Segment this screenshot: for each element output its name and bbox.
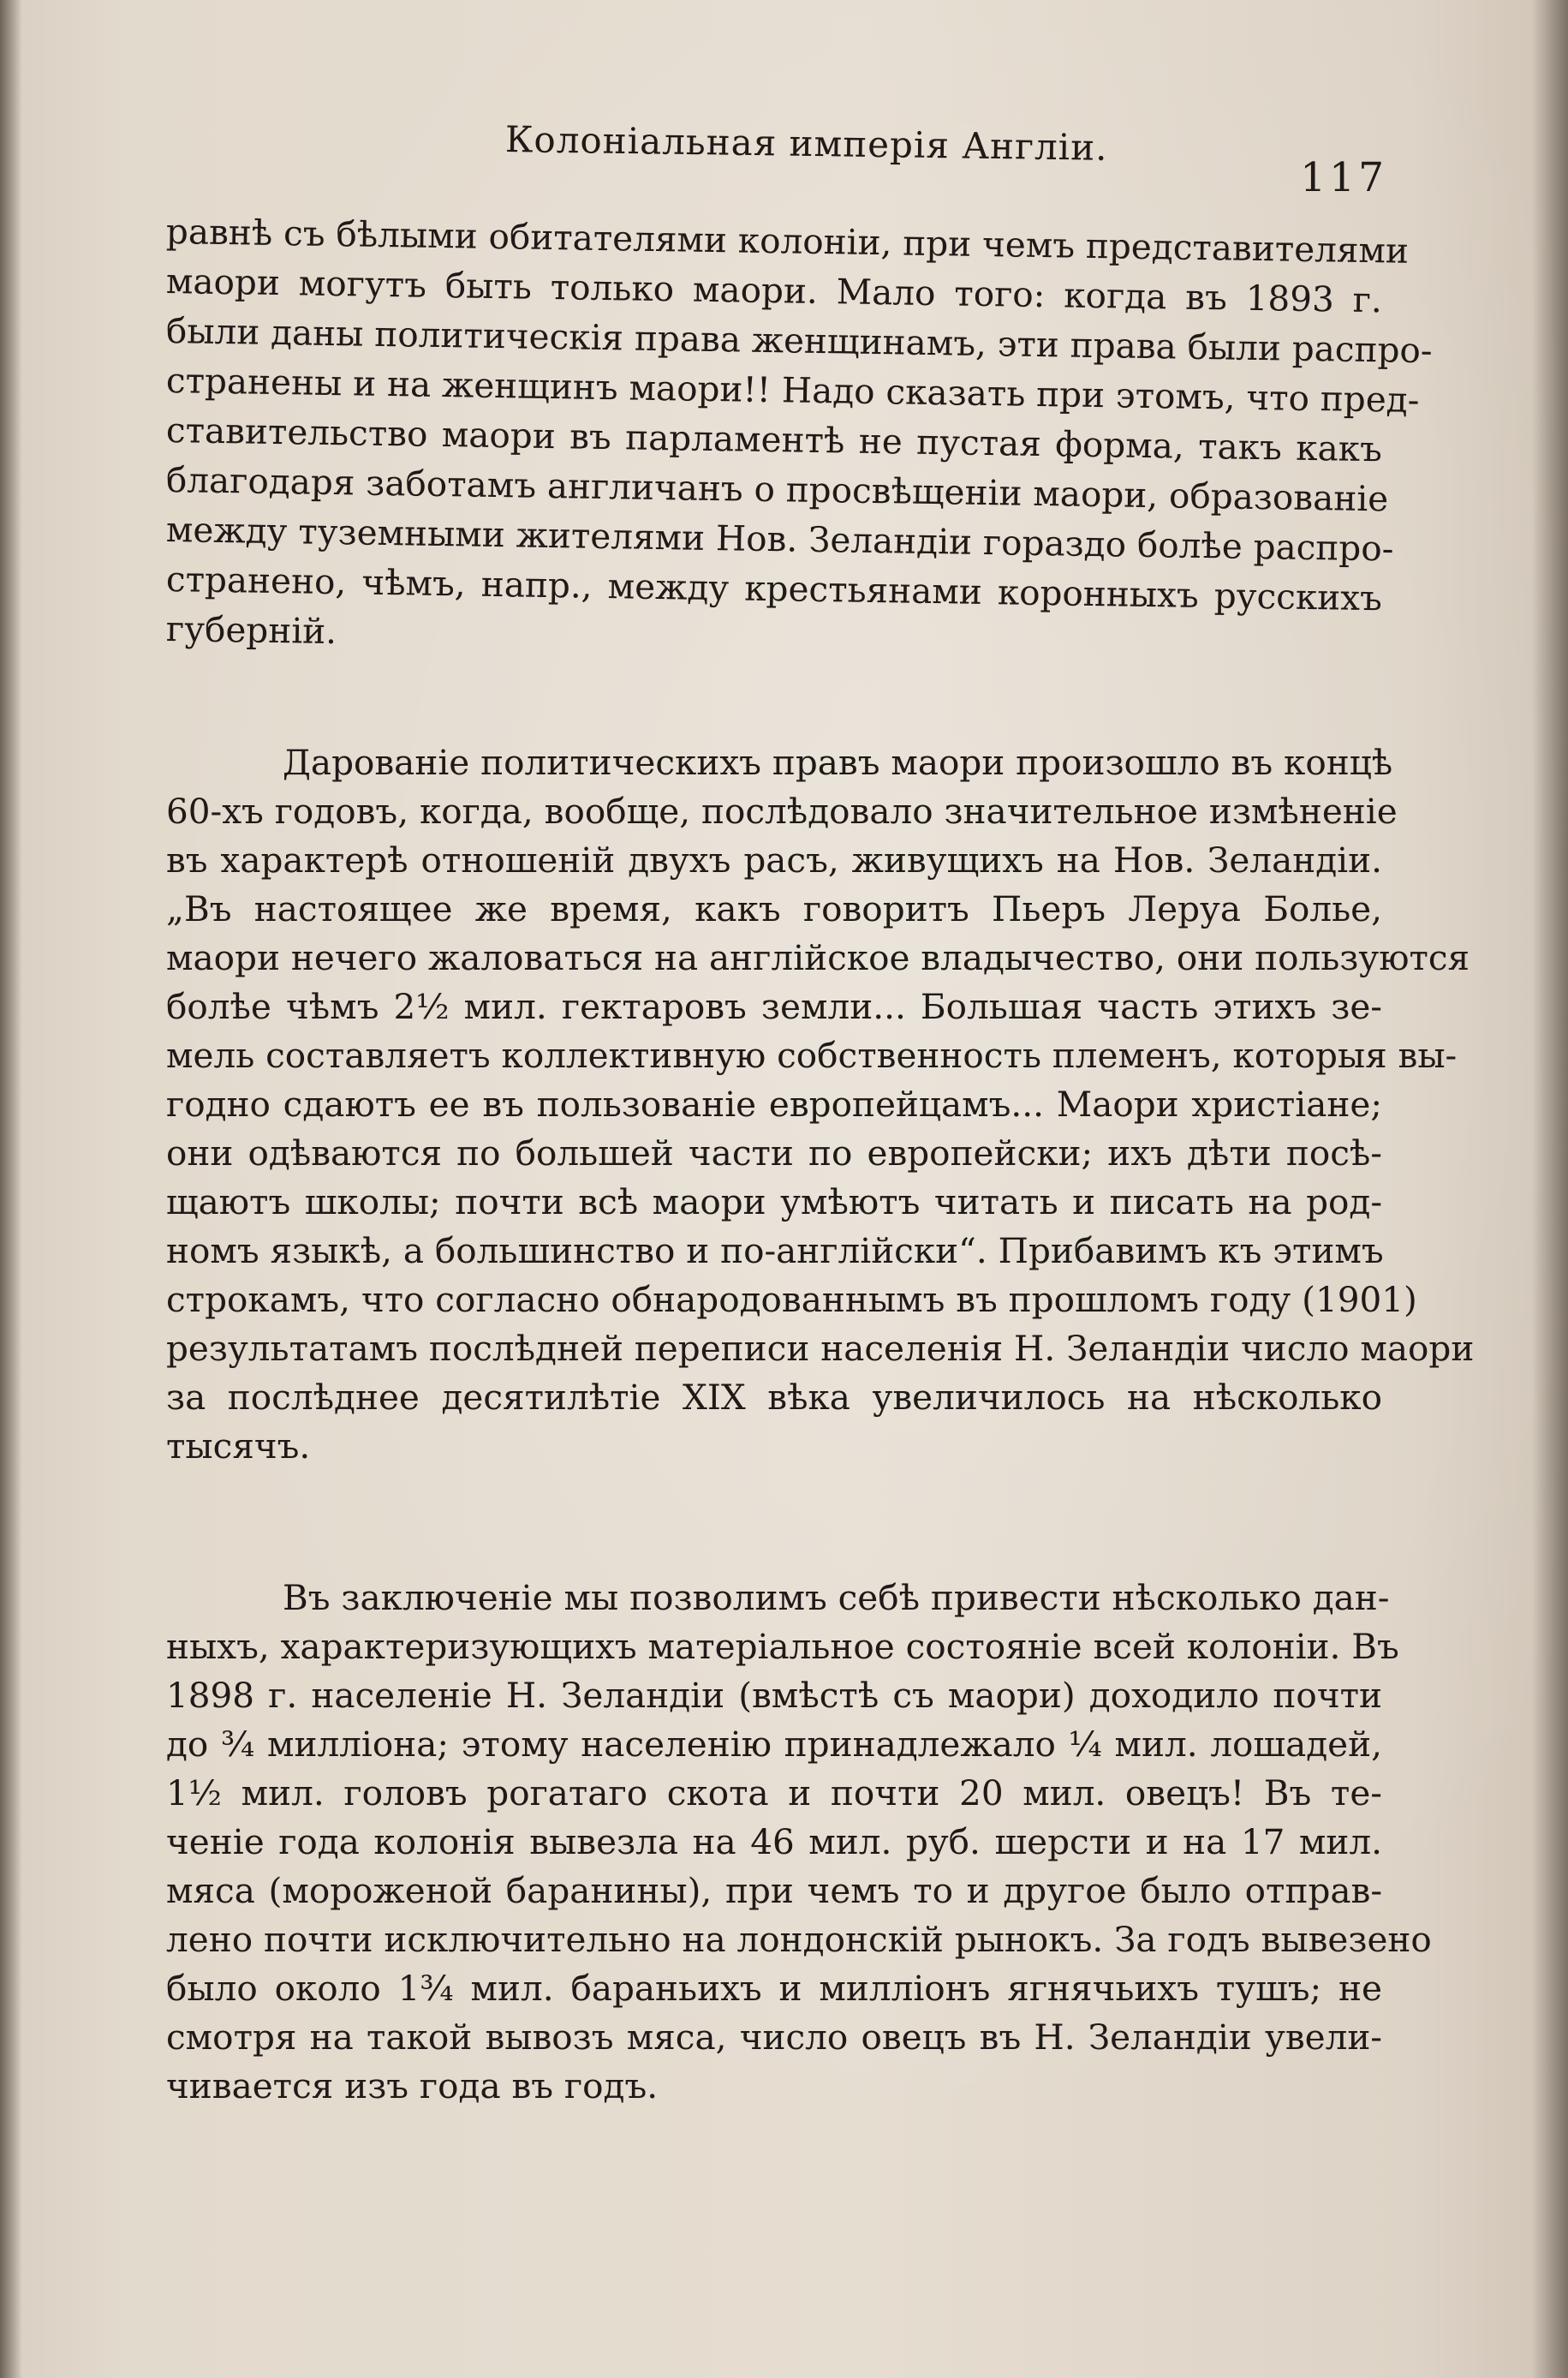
text-line: ставительство маори въ парламентѣ не пустая форма, такъ какъ [165,409,1383,470]
text-line: маори могутъ быть только маори. Мало того: когда въ 1893 г. [165,260,1383,321]
text-line: номъ языкѣ, а большинство и по-англійски“. Прибавимъ къ этимъ [166,1230,1384,1271]
text-line: странено, чѣмъ, напр., между крестьянами коронныхъ русскихъ [165,559,1383,619]
page-text [165,206,1475,2261]
text-line: 1½ мил. головъ рогатаго скота и почти 20 мил. овецъ! Въ те- [166,1772,1382,1813]
text-line: между туземными жителями Нов. Зеландіи гораздо болѣе распро- [165,509,1394,570]
text-line: мель составляетъ коллективную собственность племенъ, которыя вы- [166,1035,1458,1076]
text-line: странены и на женщинъ маори!! Надо сказать при этомъ, что пред- [165,360,1420,421]
text-line: строкамъ, что согласно обнародованнымъ въ прошломъ году (1901) [166,1279,1417,1320]
paragraph-first-line: Въ заключеніе мы позволимъ себѣ привести нѣсколько дан- [283,1577,1390,1618]
text-line: болѣе чѣмъ 2½ мил. гектаровъ земли... Большая часть этихъ зе- [166,986,1382,1027]
text-line: тысячъ. [166,1425,311,1467]
text-line: они одѣваются по большей части по европейски; ихъ дѣти посѣ- [166,1132,1382,1174]
text-line: „Въ настоящее же время, какъ говоритъ Пьеръ Леруа Болье, [166,888,1382,929]
text-line: щаютъ школы; почти всѣ маори умѣютъ читать и писать на род- [166,1181,1382,1222]
text-line: маори нечего жаловаться на англійское владычество, они пользуются [166,937,1470,978]
text-line: благодаря заботамъ англичанъ о просвѣщеніи маори, образованіе [165,459,1389,520]
text-line: результатамъ послѣдней переписи населенія Н. Зеландіи число маори [166,1328,1475,1369]
text-line: ченіе года колонія вывезла на 46 мил. руб. шерсти и на 17 мил. [166,1821,1382,1862]
paragraph-first-line: Дарованіе политическихъ правъ маори произошло въ концѣ [283,742,1393,783]
text-line: лено почти исключительно на лондонскій рынокъ. За годъ вывезено [166,1919,1432,1960]
text-line: ныхъ, характеризующихъ матеріальное состояніе всей колоніи. Въ [166,1626,1399,1667]
page-header [504,118,1387,201]
text-line: губерній. [165,608,337,653]
text-line: 1898 г. населеніе Н. Зеландіи (вмѣстѣ съ маори) доходило почти [166,1675,1382,1716]
text-line: были даны политическія права женщинамъ, эти права были распро- [165,310,1433,372]
text-line: въ характерѣ отношеній двухъ расъ, живущихъ на Нов. Зеландіи. [166,839,1382,881]
running-title: Колоніальная имперія Англіи. [504,118,1108,169]
text-line: 60-хъ годовъ, когда, вообще, послѣдовало значительное измѣненіе [166,791,1398,832]
text-line: мяса (мороженой баранины), при чемъ то и другое было отправ- [166,1870,1382,1911]
text-line: равнѣ съ бѣлыми обитателями колоніи, при чемъ представителями [165,211,1410,272]
text-line: годно сдаютъ ее въ пользованіе европейцамъ... Маори христіане; [166,1084,1382,1125]
text-line: до ¾ милліона; этому населенію принадлежало ¼ мил. лошадей, [166,1724,1382,1765]
text-line: чивается изъ года въ годъ. [166,2065,659,2106]
text-line: было около 1¾ мил. бараньихъ и милліонъ ягнячьихъ тушъ; не [166,1968,1382,2009]
page-number: 117 [1300,154,1387,201]
text-line: смотря на такой вывозъ мяса, число овецъ въ Н. Зеландіи увели- [166,2017,1382,2058]
text-line: за послѣднее десятилѣтіе XIX вѣка увеличилось на нѣсколько [166,1377,1382,1418]
